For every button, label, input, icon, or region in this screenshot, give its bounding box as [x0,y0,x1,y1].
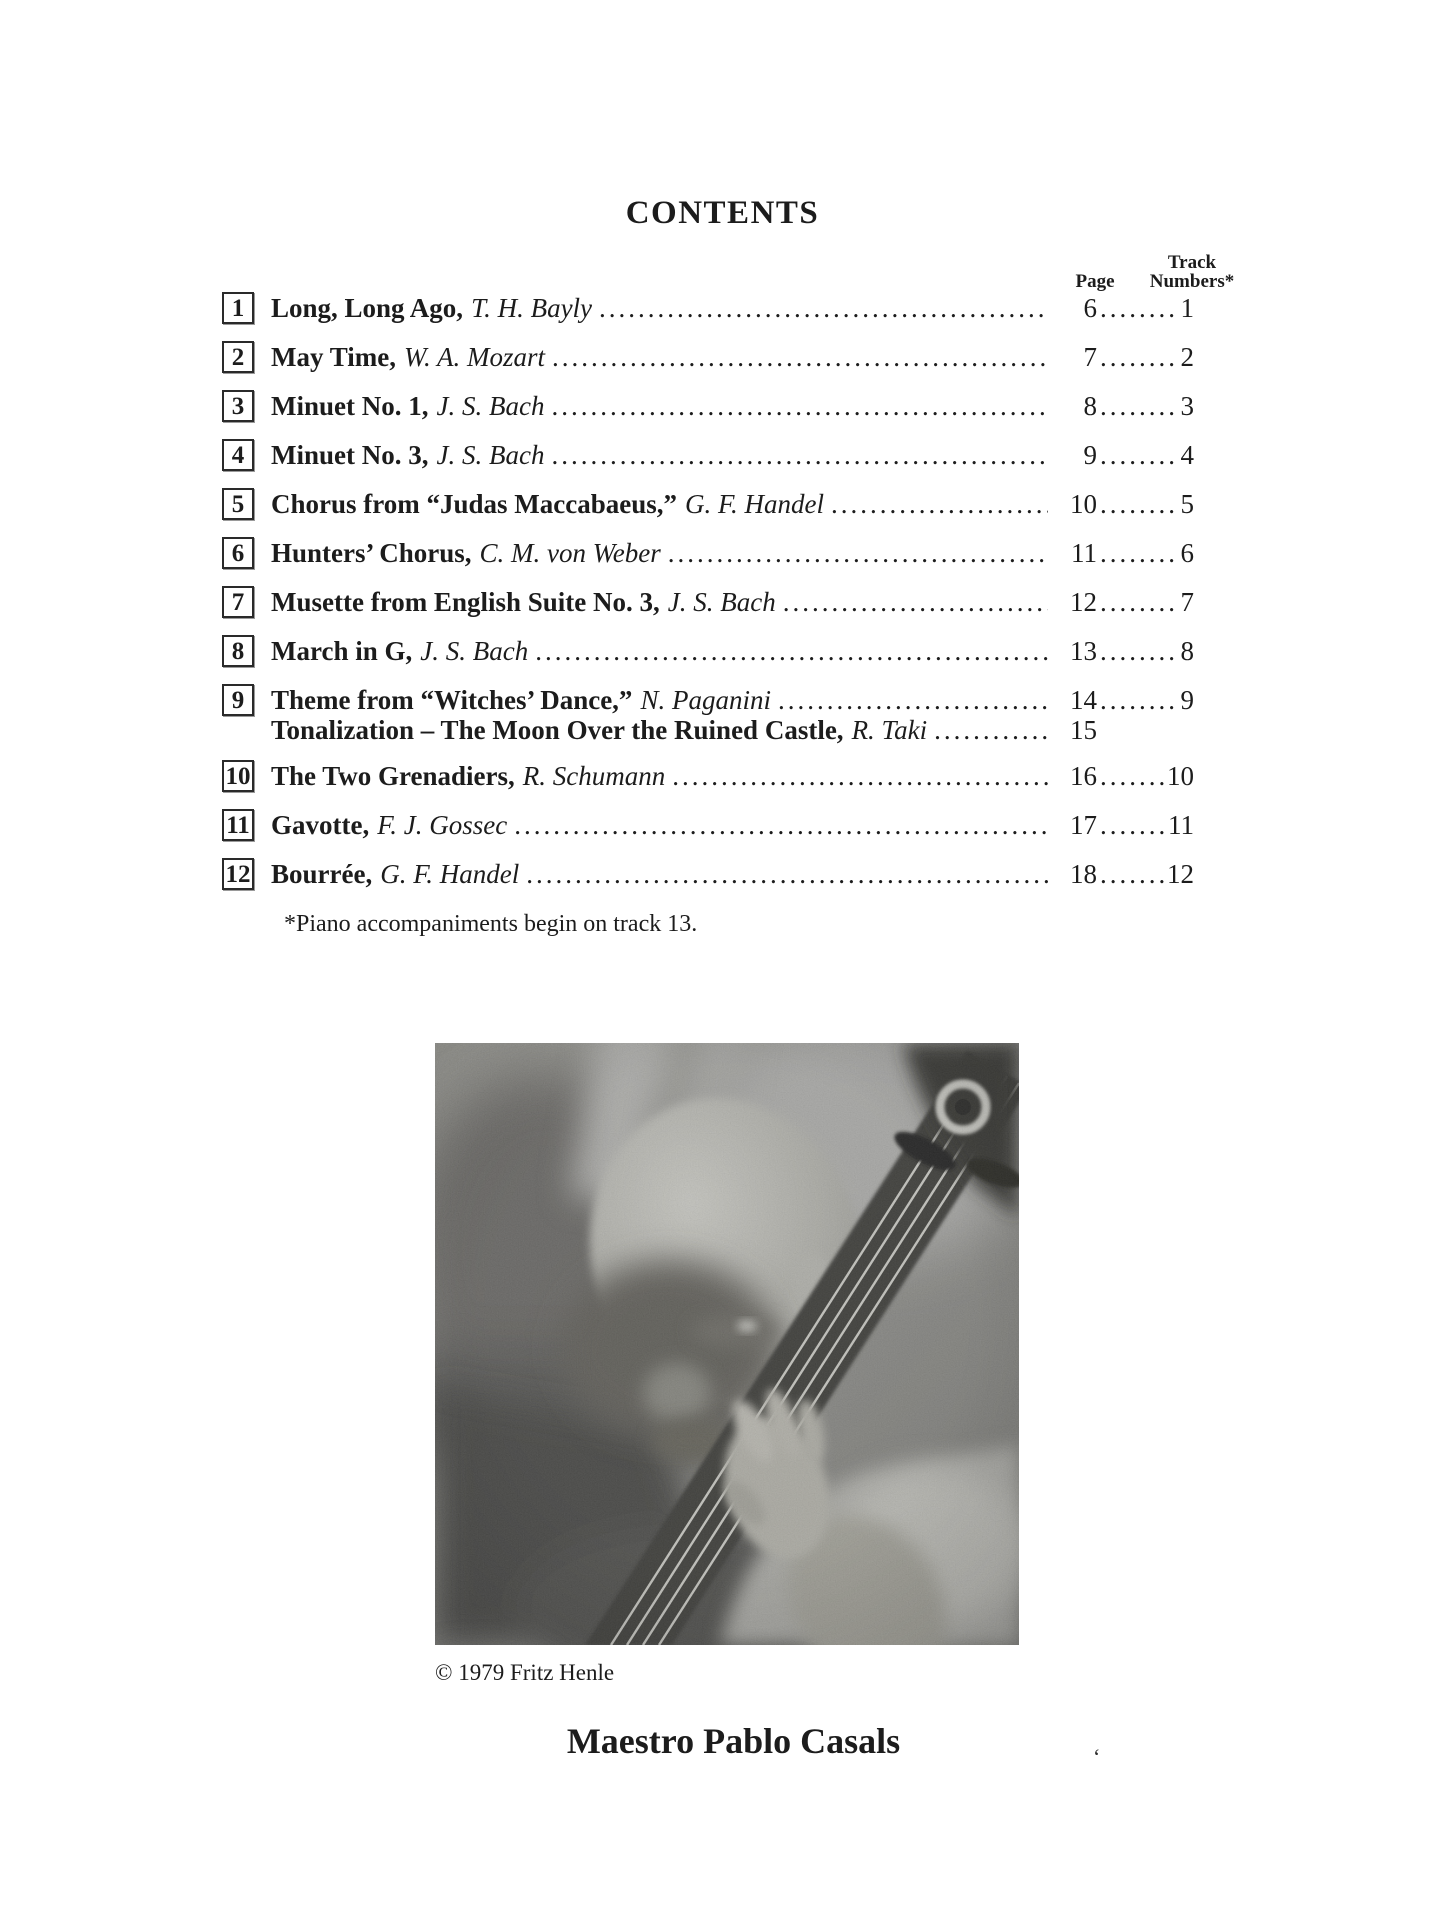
toc-entry-line [271,684,1197,716]
track-cell [1097,537,1197,569]
toc-number-box: 3 [222,390,254,422]
photo-figure [435,1043,1019,1686]
track-cell [1097,341,1197,373]
toc-row [222,760,1197,792]
track-number: 3 [1180,391,1194,421]
song-title: Musette from English Suite No. 3, [271,587,660,617]
page-number: 8 [1083,391,1097,421]
dot-leader [934,716,1048,744]
toc-entry [271,390,1197,422]
toc-row [222,390,1197,422]
toc-row [222,635,1197,667]
track-cell [1097,586,1197,618]
toc-entry [271,488,1197,520]
track-number: 10 [1167,761,1194,791]
song-title: Hunters’ Chorus, [271,538,472,568]
track-number: 6 [1180,538,1194,568]
track-cell [1097,809,1197,841]
dot-leader [514,809,1048,841]
toc-entry [271,292,1197,324]
page-number: 18 [1070,859,1097,889]
composer: F. J. Gossec [377,810,508,840]
song-title: Tonalization – The Moon Over the Ruined Castle, [271,715,844,745]
toc-row [222,684,1197,744]
dot-leader-2 [1100,586,1178,618]
song-title: March in G, [271,636,413,666]
dot-leader [526,858,1048,890]
composer: R. Taki [851,715,928,745]
track-number: 4 [1180,440,1194,470]
toc-number-box: 11 [222,809,254,841]
dot-leader-2 [1100,537,1178,569]
toc-number-box: 8 [222,635,254,667]
toc-entry-line [271,858,1197,890]
dot-leader [535,635,1048,667]
composer: J. S. Bach [436,391,545,421]
toc-number-box: 5 [222,488,254,520]
composer: J. S. Bach [667,587,776,617]
toc-number-box: 4 [222,439,254,471]
dot-leader [551,439,1048,471]
dot-leader-2 [1100,760,1164,792]
toc-entry [271,439,1197,471]
song-title: May Time, [271,342,396,372]
dot-leader [831,488,1048,520]
stray-print-mark: ‘ [1093,1744,1101,1769]
track-cell [1097,488,1197,520]
toc-number-box: 2 [222,341,254,373]
page-number: 17 [1070,810,1097,840]
page-column-header: Page [1075,271,1115,292]
page-number: 7 [1083,342,1097,372]
song-title: Theme from “Witches’ Dance,” [271,685,633,715]
song-title: Chorus from “Judas Maccabaeus,” [271,489,678,519]
track-number: 7 [1180,587,1194,617]
composer: J. S. Bach [436,440,545,470]
track-column-header-line2: Numbers* [1149,271,1235,292]
page-number: 12 [1070,587,1097,617]
page-number: 15 [1070,715,1097,745]
composer: G. F. Handel [685,489,825,519]
toc-number-box: 7 [222,586,254,618]
composer: C. M. von Weber [479,538,661,568]
track-number: 1 [1180,293,1194,323]
toc-row [222,858,1197,890]
toc-row [222,537,1197,569]
track-number: 11 [1168,810,1194,840]
toc-entry-line [271,635,1197,667]
song-title: Minuet No. 3, [271,440,429,470]
dot-leader [551,390,1048,422]
photo-caption: Maestro Pablo Casals [566,1721,901,1761]
dot-leader-2 [1100,488,1178,520]
track-number: 12 [1167,859,1194,889]
page-number: 11 [1071,538,1097,568]
toc-column-headers [222,252,1235,292]
dot-leader-2 [1100,809,1165,841]
composer: W. A. Mozart [404,342,546,372]
track-column-header [1140,253,1244,291]
toc-entry [271,537,1197,569]
page-number: 14 [1070,685,1097,715]
dot-leader [778,684,1048,716]
track-cell [1097,760,1197,792]
track-cell [1097,635,1197,667]
track-cell [1097,292,1197,324]
composer: G. F. Handel [380,859,520,889]
toc-number-box: 10 [222,760,254,792]
toc-row [222,439,1197,471]
composer: N. Paganini [640,685,771,715]
song-title: Long, Long Ago, [271,293,464,323]
song-title: The Two Grenadiers, [271,761,515,791]
toc-entry-line2 [271,716,1197,744]
toc-entry-line [271,341,1197,373]
composer: R. Schumann [522,761,666,791]
dot-leader [552,341,1048,373]
composer: J. S. Bach [420,636,529,666]
toc-entry [271,586,1197,618]
page-title: CONTENTS [625,195,820,231]
toc-row [222,341,1197,373]
toc-entry [271,760,1197,792]
toc-entry-line [271,809,1197,841]
toc-number-box: 1 [222,292,254,324]
dot-leader-2 [1100,292,1178,324]
dot-leader-2 [1100,858,1164,890]
dot-leader [672,760,1048,792]
toc-entry [271,858,1197,890]
dot-leader-2 [1100,390,1178,422]
page-number: 10 [1070,489,1097,519]
dot-leader-2 [1100,439,1178,471]
toc-entry [271,341,1197,373]
track-cell [1097,858,1197,890]
toc-rows [222,292,1197,890]
toc-number-box: 9 [222,684,254,716]
toc-entry-line [271,760,1197,792]
toc-entry-line [271,292,1197,324]
toc-entry [271,684,1197,744]
footnote: *Piano accompaniments begin on track 13. [284,911,698,937]
track-number: 2 [1180,342,1194,372]
track-cell [1097,390,1197,422]
dot-leader-2 [1100,684,1178,716]
toc-number-box: 6 [222,537,254,569]
toc-entry [271,809,1197,841]
track-column-header-line1: Track [1167,252,1217,273]
toc-entry-line [271,488,1197,520]
toc-row [222,292,1197,324]
page-number: 16 [1070,761,1097,791]
dot-leader-2 [1100,341,1178,373]
toc-entry-line [271,439,1197,471]
song-title: Minuet No. 1, [271,391,429,421]
dot-leader [599,292,1048,324]
casals-photo [435,1043,1019,1645]
composer: T. H. Bayly [471,293,593,323]
track-number: 9 [1180,685,1194,715]
toc-row [222,809,1197,841]
toc-number-box: 12 [222,858,254,890]
dot-leader [668,537,1048,569]
toc-entry-line [271,390,1197,422]
dot-leader [783,586,1048,618]
track-number: 5 [1180,489,1194,519]
song-title: Bourrée, [271,859,373,889]
song-title: Gavotte, [271,810,370,840]
toc-entry-line [271,586,1197,618]
photo-credit: © 1979 Fritz Henle [435,1660,615,1685]
toc-row [222,586,1197,618]
page-number: 9 [1083,440,1097,470]
dot-leader-2 [1100,635,1178,667]
track-number: 8 [1180,636,1194,666]
page-number: 6 [1083,293,1097,323]
track-cell [1097,684,1197,716]
toc-entry-line [271,537,1197,569]
track-cell [1097,439,1197,471]
page-number: 13 [1070,636,1097,666]
toc-row [222,488,1197,520]
toc-entry [271,635,1197,667]
table-of-contents [222,252,1235,890]
